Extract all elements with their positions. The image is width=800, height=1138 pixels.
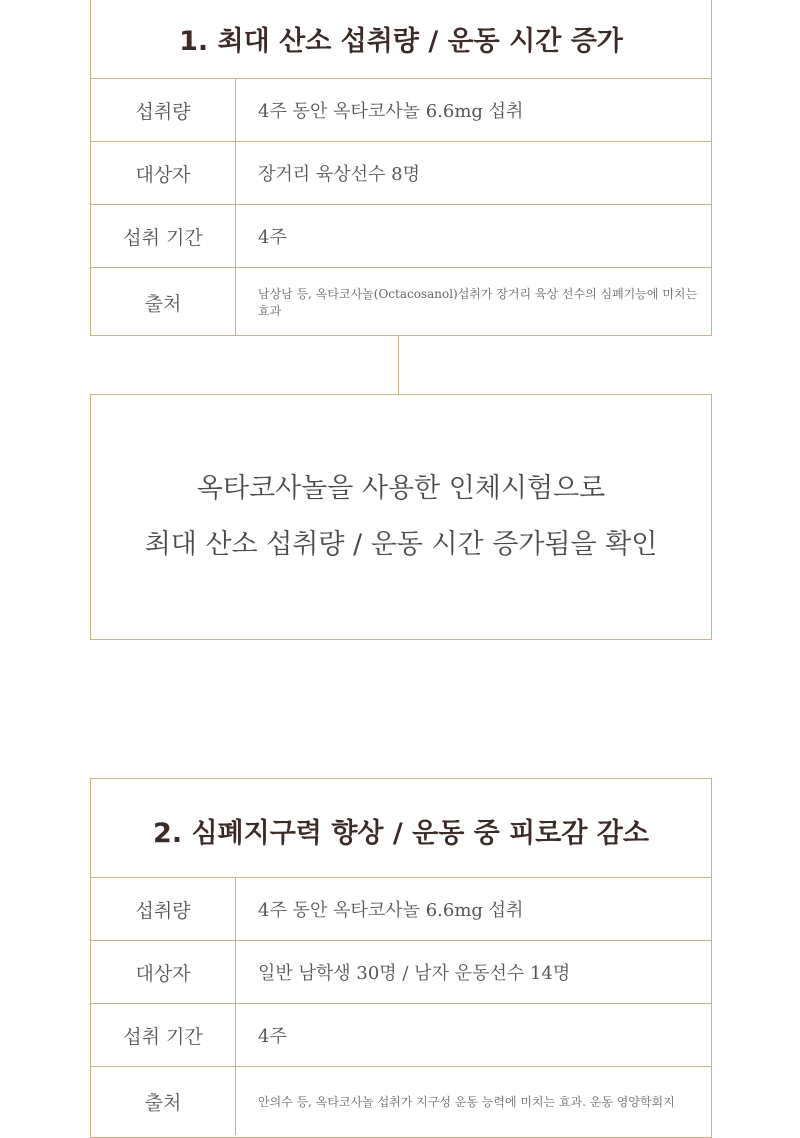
- row-value: 4주 동안 옥타코사놀 6.6mg 섭취: [258, 101, 524, 122]
- row-label: 섭취 기간: [91, 1004, 236, 1066]
- row-label: 섭취 기간: [91, 205, 236, 267]
- study-2-title: 2. 심폐지구력 향상 / 운동 중 피로감 감소: [91, 779, 711, 878]
- row-value: 일반 남학생 30명 / 남자 운동선수 14명: [258, 963, 571, 984]
- row-value: 장거리 육상선수 8명: [258, 164, 420, 185]
- study-2-row-source: [91, 1067, 711, 1135]
- study-2-row-period: [91, 1004, 711, 1067]
- study-card-2: [90, 778, 712, 1138]
- study-1-title: 1. 최대 산소 섭취량 / 운동 시간 증가: [91, 0, 711, 79]
- summary-line-2: 최대 산소 섭취량 / 운동 시간 증가됨을 확인: [144, 529, 658, 560]
- summary-line-1: 옥타코사놀을 사용한 인체시험으로: [196, 473, 606, 504]
- row-value: 남상남 등, 옥타코사놀(Octacosanol)섭취가 장거리 육상 선수의 심폐기능에 미치는 효과: [258, 287, 698, 318]
- study-1-row-subjects: [91, 142, 711, 205]
- row-value: 4주: [258, 1026, 287, 1047]
- study-2-row-subjects: [91, 941, 711, 1004]
- study-card-1: [90, 0, 712, 336]
- row-value: 4주: [258, 227, 287, 248]
- study-1-row-source: [91, 268, 711, 336]
- row-label: 대상자: [91, 941, 236, 1003]
- row-label: 출처: [91, 268, 236, 336]
- row-label: 섭취량: [91, 878, 236, 940]
- row-value: 4주 동안 옥타코사놀 6.6mg 섭취: [258, 900, 524, 921]
- row-label: 대상자: [91, 142, 236, 204]
- row-label: 섭취량: [91, 79, 236, 141]
- row-label: 출처: [91, 1067, 236, 1135]
- study-1-row-period: [91, 205, 711, 268]
- study-1-row-intake: [91, 79, 711, 142]
- study-2-row-intake: [91, 878, 711, 941]
- connector-line: [398, 336, 399, 394]
- summary-box: [90, 394, 712, 640]
- row-value: 안의수 등, 옥타코사놀 섭취가 지구성 운동 능력에 미치는 효과. 운동 영양학회지: [258, 1094, 675, 1109]
